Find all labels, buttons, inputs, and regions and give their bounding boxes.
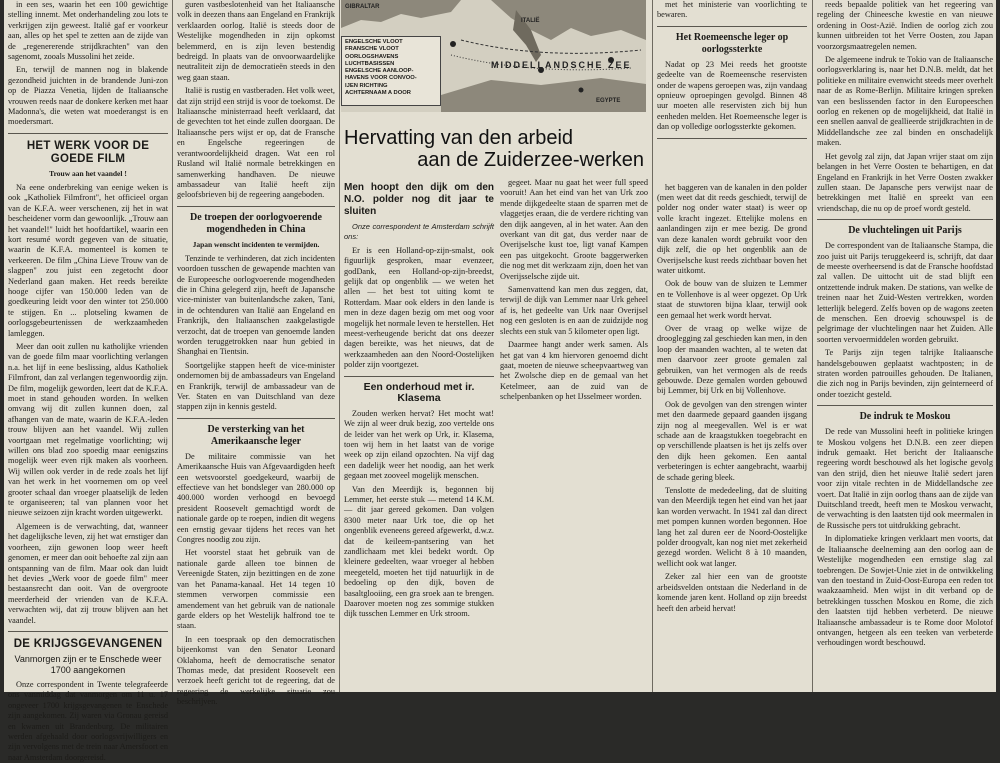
divider	[8, 133, 168, 134]
article-text: gegeet. Maar nu gaat het weer full speed vooruit! Aan het eind van het van Urk zoo mende dijkgedeelte staan de sparren met de vlaggetjes eraan, die de verdere richting van den dijk aangeven, al in het water. Aan den overkant van dit gat, dus verder naar de Overijselsche kust toe, ligt vanaf Kampen een pas uitgekocht. Groote baggerwerken die nog met dit werkzaam zijn, doen het van Overijsselsche zijde uit.	[500, 178, 648, 281]
map-label-italy: ITALIË	[521, 18, 540, 24]
article-text: Na eene onderbreking van eenige weken is ook „Katholiek Filmfront", het officieel organ van de K.F.A. weer verschenen, zij het in wat bescheidener vorm dan gewoonlijk. „Trouw aan het vaandel!" luidt het hoofdartikel, waarin een kort resumé wordt gegeven van de situatie, waarin de K.F.A. momenteel is komen te verkeeren. De film „China Lieve Trouw van de slagpen" zou juist een zegetocht door Nederland gaan maken. Het reeds bereikte hooge cijfer van 150.000 leden van de goedkeuring leidt voor den winter tot 250.000 te stijgen. En ... plotseling kwamen de oorlogsgebeurtenissen de werkzaamheden lamleggen.	[8, 182, 168, 338]
kicker-film: Trouw aan het vaandel !	[49, 168, 127, 178]
headline-pow: DE KRIJGSGEVANGENEN	[13, 637, 163, 650]
article-text: Tenslotte de mededeeling, dat de sluiting van den Meerdijk tegen het eind van het jaar kan worden verwacht. In 1941 zal dan direct met pompen kunnen worden begonnen. Hoe lang het zal duren eer de Noord-Oostelijke polder droogvalt, kan nog niet met zekerheid gezegd worden. Welicht 8 à 10 maanden, wellicht ook wat langer.	[657, 486, 807, 568]
byline: Onze correspondent te Amsterdam schrijft ons:	[344, 222, 494, 242]
headline-us-army: De versterking van het Amerikaansche leger	[207, 423, 305, 447]
kicker-pow: Vanmorgen zijn er te Enschede weer 1700 aangekomen	[14, 653, 162, 675]
article-text: Nadat op 23 Mei reeds het grootste gedeelte van de Roemeensche reservisten onder de wapens geroepen was, zijn vandaag opnieuw oproepingen gevolgd. Binnen 48 uur moeten alle reservisten zich bij hun eenheden melden. Het Roemeensche leger is dan op volledige oorlogssterkte gekomen.	[657, 59, 807, 132]
article-text: Het gevolg zal zijn, dat Japan vrijer staat om zijn belangen in het Verre Oosten te behartigen, en dat Engeland en Frankrijk in het Verre Oosten zwakker zullen staan. De Japansche pers verwijst naar de betrekkingen met Italië en spreekt van een vriendschap, die nu op de proef wordt gesteld.	[817, 151, 993, 213]
article-text: Tenzinde te verhinderen, dat zich incidenten voordoen tusschen de gewapende machten van de Europeesche oorlogvoerende mogendheden die in China gelegerd zijn, heeft de Japansche vice-minister van buitenlandsche zaken, Tani, in de ochtenduren van Italië aan Engeland en Frankrijk, den Italiaanschen zaakgelastigde verzocht, dat de troepen van genoemde landen worden teruggetrokken naar hun gebied in Shanghai en Tientsin.	[177, 253, 335, 357]
article-text: Er is een Holland-op-zijn-smalst, ook figuurlijk gesproken, maar evenzeer, godDank, een Holland-op-zijn-breedst, gelijk dat op ongenblik — we weten het allen — het best tot uiting komt te Rotterdam. Maar ook elders in den lande is men in deze dagen bezig om met oog voor mogelijk het normale leven te herstellen. Het meest-verheugende bericht dat ons deezer dagen bereikte, was het nieuws, dat de werkzaamheden aan den Noord-Oostelijken polder zijn voortgezet.	[344, 245, 494, 370]
divider	[177, 418, 335, 419]
column-rule	[812, 0, 813, 692]
kicker-china: Japan wenscht incidenten te vermijden.	[192, 239, 320, 249]
map-label-egypt: EGYPTE	[596, 98, 621, 104]
headline-interview: Een onderhoud met ir. Klasema	[363, 380, 475, 405]
legend-item: ENGELSCHE AANLOOP-	[345, 68, 414, 75]
divider	[657, 26, 807, 27]
article-text: Italië is rustig en vastberaden. Het volk weet, dat zijn strijd een strijd is voor de toekomst. De Italiaansche ministerraad heeft verklaard, dat de gevechten tot het einde zullen doorgaan. De Italiaansche pers wijst er op, dat de Fransche en Engelsche regeeringen de verantwoordelijkheid dragen. Wat een rol Rusland wil Italië normale betrekkingen en samenwerking handhaven. De nieuwe ambassadeur van Italië heeft zijn geloofsbrieven bij de regeering aangeboden.	[177, 86, 335, 200]
article-text: reeds bepaalde politiek van het regeering van regeling der Chineesche kwestie en van nieuwe ordening in Oost-Azië. Indien de oorlog zich zou kunnen uitbreiden tot het Verre Oosten, zou Japan voorzorgsmaatregelen nemen.	[817, 0, 993, 51]
mediterranean-map	[341, 0, 646, 112]
article-text: Samenvattend kan men dus zeggen, dat, terwijl de dijk van Lemmer naar Urk geheel af is, het gedeelte van Urk naar Overijsel nog een gesloten is en aan de zuidzijde nog slechts een stuk van 5 kilometer open ligt.	[500, 285, 648, 336]
column-rule	[172, 0, 173, 692]
article-text: In een toespraak op den democratischen bijeenkomst van den Senator Leonard Oklahoma, heeft de democratische senator Thomas mede, dat president Roosevelt een verzoek heeft gericht tot de regeering, dat de regeering de werkelijke situatie zou beschrijven.	[177, 634, 335, 707]
article-text: Onze correspondent in Twente telegrafeerde ons vanmiddag dat vanmorgen om 11 u. 17 ongeveer 1700 krijgsgevangenen te Enschede zijn aangekomen. Zij waren via Gronau gereisd en kwamen uit Brandenburg. De militairen werden afgehaald door oorlogsvrijwilligers en zijn vervolgens met de trein naar Amersfoort en naar Amsterdam doorgereisd.	[8, 679, 168, 762]
legend-item: ENGELSCHE VLOOT	[345, 39, 403, 45]
article-text: De rede van Mussolini heeft in politieke kringen te Moskou volgens het D.N.B. een zeer diepen indruk gemaakt. Het bericht der Italiaansche regeering wordt beschouwd als het logische gevolg van den strijd, dien het nieuwe Italië sedert jaren voor zijn vitale rechten in de Middellandsche zee voert. Dat Italië in zijn oorlog thans aan de zijde van Duitschland treedt, heeft men te Moskou verwacht, de verwachting is den laatsten tijd ook meermalen in de Russische pers tot uitdrukking gebracht.	[817, 427, 993, 530]
divider	[817, 405, 993, 406]
article-text: De militaire commissie van het Amerikaansche Huis van Afgevaardigden heeft een wetsvoorstel goedgekeurd, waarbij de effectieve van het bondsleger van 280.000 op 400.000 worden verhoogd en bevoegd president Roosevelt gemachtigd wordt de nationale garde op te roepen, indien dit wegens een ernstig gevaar tijdens het reces van het Congres noodig zou zijn.	[177, 451, 335, 545]
main-headline-line-1: Hervatting van den arbeid	[344, 127, 574, 149]
article-text: En, terwijl de mannen nog in blakende gezondheid juichten in de brandende Juni-zon op de Piazza Venetia, lijden de Italiaansche vrouwen reeds naar de donkere kerken met haar Madonna's, die weten wat moederangst is en moedersmart.	[8, 65, 168, 127]
map-legend	[341, 36, 441, 106]
article-text: Ook de bouw van de sluizen te Lemmer en te Vollenhove is al weer opgezet. Op Urk staat de stuwtoren bijna klaar, terwijl ook een gemaal het werk wordt hervat.	[657, 279, 807, 320]
divider	[177, 206, 335, 207]
newspaper-page	[4, 0, 996, 762]
main-headline-line-2: aan de Zuiderzee-werken	[417, 149, 644, 171]
article-text: Algemeen is de verwachting, dat, wanneer het dagelijksche leven, zij het wat ernstiger dan voorheen, zijn gewonen loop weer heeft genomen, er meer dan ooit behoefte zal zijn aan ontspanning van de film. Maar ook dan luidt het devies „Werk voor de goede film" meer bestaansrecht dan ooit. Van de overgroote meerderheid der vrienden van de K.F.A. verwachten wij, dat zij trouw blijven aan het vaandel.	[8, 521, 168, 625]
headline-paris: De vluchtelingen uit Parijs	[848, 225, 962, 237]
article-text: met het ministerie van voorlichting te bewaren.	[657, 0, 807, 20]
divider	[657, 138, 807, 139]
headline-china: De troepen der oorlogvoerende mogendheden in China	[190, 211, 322, 235]
article-text: In diplomatieke kringen verklaart men voorts, dat de Italiaansche deelneming aan den oorlog aan de Westelijke mogendheden een ernstige slag zal toebrengen. De Sowjet-Unie ziet in de ontwikkeling van den toestand in Zuid-Oost-Europa een reden tot waakzaamheid. Men wijst in dit verband op de betrekkingen tusschen Moskou en Rome, die zich den laatsten tijd hebben verbeterd. De nieuwe Italiaansche ambassadeur is te Rome door Molotof ontvangen, hetgeen als een teeken van verbeterde verhoudingen wordt beschouwd.	[817, 534, 993, 648]
article-text: Soortgelijke stappen heeft de vice-minister ondernomen bij de ambassadeurs van Engeland en Frankrijk, terwijl de ambassadeur van de Ver. Staten en van Duitschland van deze stappen zijn in kennis gesteld.	[177, 360, 335, 412]
column-rule	[339, 0, 340, 692]
article-text: het baggeren van de kanalen in den polder (men weet dat dit reeds geschiedt, terwijl de polder nog onder water staat) is weer op volle kracht ingezet. Ettelijke molens en aanlandingen zijn er mee bezig. De grond van deze kanalen wordt gebruikt voor den dijk zelf, die op het ongenblik aan de Overijselsche kust reeds zichtbaar boven het water uitkomt.	[657, 182, 807, 275]
divider	[817, 219, 993, 220]
article-text: Het voorstel staat het gebruik van de nationale garde alleen toe binnen de Vereenigde Staten, zijn bezittingen en de zone van het Panama-kanaal. Het 14 tegen 10 stemmen verworpen commissie een amendement van het gebruik van de nationale garde elders op het Westelijk halfrond toe te staan.	[177, 548, 335, 631]
article-text: Te Parijs zijn tegen talrijke Italiaansche handelsgebouwen geplaatst wachtposten; in de straten worden patrouilles gehouden. De Italianen, die zich nog in Parijs bevinden, zijn geïnterneerd of onder toezicht gesteld.	[817, 348, 993, 399]
legend-item: FRANSCHE VLOOT	[345, 46, 399, 53]
column-5	[817, 0, 993, 692]
column-2	[177, 0, 335, 707]
column-4	[657, 0, 807, 692]
map-label-gibraltar: GIBRALTAR	[345, 4, 380, 10]
article-text: Daarmee hangt ander werk samen. Als het gat van 4 km hiervoren genoemd dicht gaat, moeten de nieuwe scheepvaartweg van het Zwolsche diep en de gemaal van het Ketelmeer, aan de zuid van de schelpenbanken op het IJsselmeer worden.	[500, 340, 648, 402]
legend-item: HAVENS VOOR CONVOO-	[345, 75, 417, 82]
divider	[8, 631, 168, 632]
divider	[344, 376, 494, 377]
article-text: De algemeene indruk te Tokio van de Italiaansche oorlogsverklaring is, naar het D.N.B. meldt, dat het politieke en militaire evenwicht steeds meer overhelt naar de as Rome-Berlijn. Militaire kringen spreken van een beslissenden factor in den Europeeschen oorlog en rekenen op de mogelijkheid, dat Italië in een snellen aanval de geallieerde strijdkrachten in de Middellandsche zee zal binden en onschadelijk maken.	[817, 55, 993, 148]
article-text: De correspondent van de Italiaansche Stampa, die zoo juist uit Parijs teruggekeerd is, schrijft, dat daar de meeste overheersend is dat de Fransche hoofdstad zal vallen. De uittocht uit de stad blijft een ontzettende indruk maken. De stations, van welke de treinen naar het Zuid-Westen vertrekken, worden letterlijk belegerd. Zelfs boven op de wagons zeeten de menschen. Een droevig schouwspel is de pelgrimage der vluchtelingen naar het Zuiden. Alle soorten vervoermiddelen worden gebruikt.	[817, 241, 993, 344]
headline-romania: Het Roemeensche leger op oorlogssterkte	[675, 31, 789, 55]
legend-item: LUCHTBASISSEN	[345, 60, 395, 67]
column-center-left	[344, 178, 494, 692]
map-label-sea: MIDDELLANDSCHE ZEE	[491, 60, 632, 70]
column-1	[8, 0, 168, 762]
article-text: in een ses, waarin het een 100 gewichtige stelling innemt. Met onderhandeling zou lots te verkrijgen zijn geweest. Italië gaf er voorkeur aan, alles op het spel te zetten aan de zijde van de „regenererende strijdkrachten" van den sagenomt, zooals Mussolini het zeide.	[8, 0, 168, 62]
column-rule	[652, 0, 653, 692]
legend-item: OORLOGSHAVENS	[345, 53, 399, 60]
article-text: Van den Meerdijk is, begonnen bij Lemmer, het eerste stuk — metend 14 K.M. — dit jaar gereed gekomen. Dan volgen 8300 meter naar Urk toe, die op het ongenblik eveneens gereed afgewerkt, d.w.z. dat de keileem-pantsering van het zandlichaam met klei bedekt wordt. Op kleinere gedeelten, waar vroeger al hebben meegeteld, moeten het tijd natuurlijk in de bedoeling op den dijk, boven de basaltglooiing, een gra sroek aan te brengen. Daarover moeten nog zes sommige stukken dijk tusschen Lemmer en Urk stroom.	[344, 484, 494, 619]
headline-film: HET WERK VOOR DE GOEDE FILM	[26, 139, 150, 165]
article-text: Zouden werken hervat? Het mocht wat! We zijn al weer druk bezig, zoo vertelde ons de leider van het werk op Urk, ir. Klasema, toen wij hem in het laatst van de vorige week op zijn eiland opzochten. Na vijf dag een dadelijk weer het noodig, aan het werk gegaan met zooveel mogelijk menschen.	[344, 408, 494, 481]
article-text: Zeker zal hier een van de grootste arbeidsvelden ontstaan die Nederland in de komende jaren kent. Holland op zijn breedst heeft den arbeid hervat!	[657, 572, 807, 613]
article-text: Over de vraag op welke wijze de drooglegging zal geschieden kan men, in den loop der maanden wachten, al te weten dat men daarvoor zeer groote gemalen zal gebruiken, van het vermogen als de reeds gebouwde. Deze gemalen worden gebouwd bij Lemmer, bij Urk en bij Vollenhove.	[657, 323, 807, 396]
column-center-mid	[500, 178, 648, 692]
headline-moskou: De indruk te Moskou	[859, 411, 951, 423]
deck: Men hoopt den dijk om den N.O. polder nog dit jaar te sluiten	[344, 182, 494, 217]
article-text: Meer dan ooit zullen nu katholijke vrienden van de goede film maar voorlichting verlangen n.a. het lijf in eene beslissing, aldus Katholiek Filmfront, dan zal verlangen tegenwoordig zijn. De film, mogelijk geworden, leert dat de K.F.A. moet in stand gehouden worden. In welken omvang wij dit zullen kunnen doen, zal afhangen van de mate, waarin de K.F.A.-leden trouw blijven aan het vaandel. Wij zullen voortgaan met regelmatige voorlichting; wij willen ons blad zoo spoedig maar eenigszins mogelijk weer even rijk maken als voorheen. Wij willen ook verder in de rede zoals het lijf van het werk in het voornemen om op veel grooter schaal dan vroeger plaatselijk de leden te organiseeren; tal van plannen voor het nieuwe seizoen zijn kracht worden uitgewerkt.	[8, 341, 168, 518]
main-headline	[344, 127, 644, 171]
legend-item: ACHTERNAAM A DOOR	[345, 90, 411, 97]
article-text: Ook de gevolgen van den strengen winter met den daarmede gepaard gaanden ijsgang zijn nog al meegevallen. Wel is er wat schade aan de kraagstukken toegebracht en op verschillende plaatsen is het ijs zelfs over den dijk heen gekomen. Een aantal verbeteringen is echter aangebracht, waarbij de schade gering bleek.	[657, 399, 807, 482]
legend-item: IJEN RICHTING	[345, 82, 388, 89]
article-text: guren vastbeslotenheid van het Italiaansche volk in deezen thans aan Engeland en Frankrijk verklaarden oorlog. Italië is steeds door de Westelijke mogendheden in zijn opkomst belemmerd, en is zijn leven bestendig bedreigd. In plaats van de onvoorwaardelijke neutraliteit zijn de democratieën steeds in den weg gaan staan.	[177, 0, 335, 82]
